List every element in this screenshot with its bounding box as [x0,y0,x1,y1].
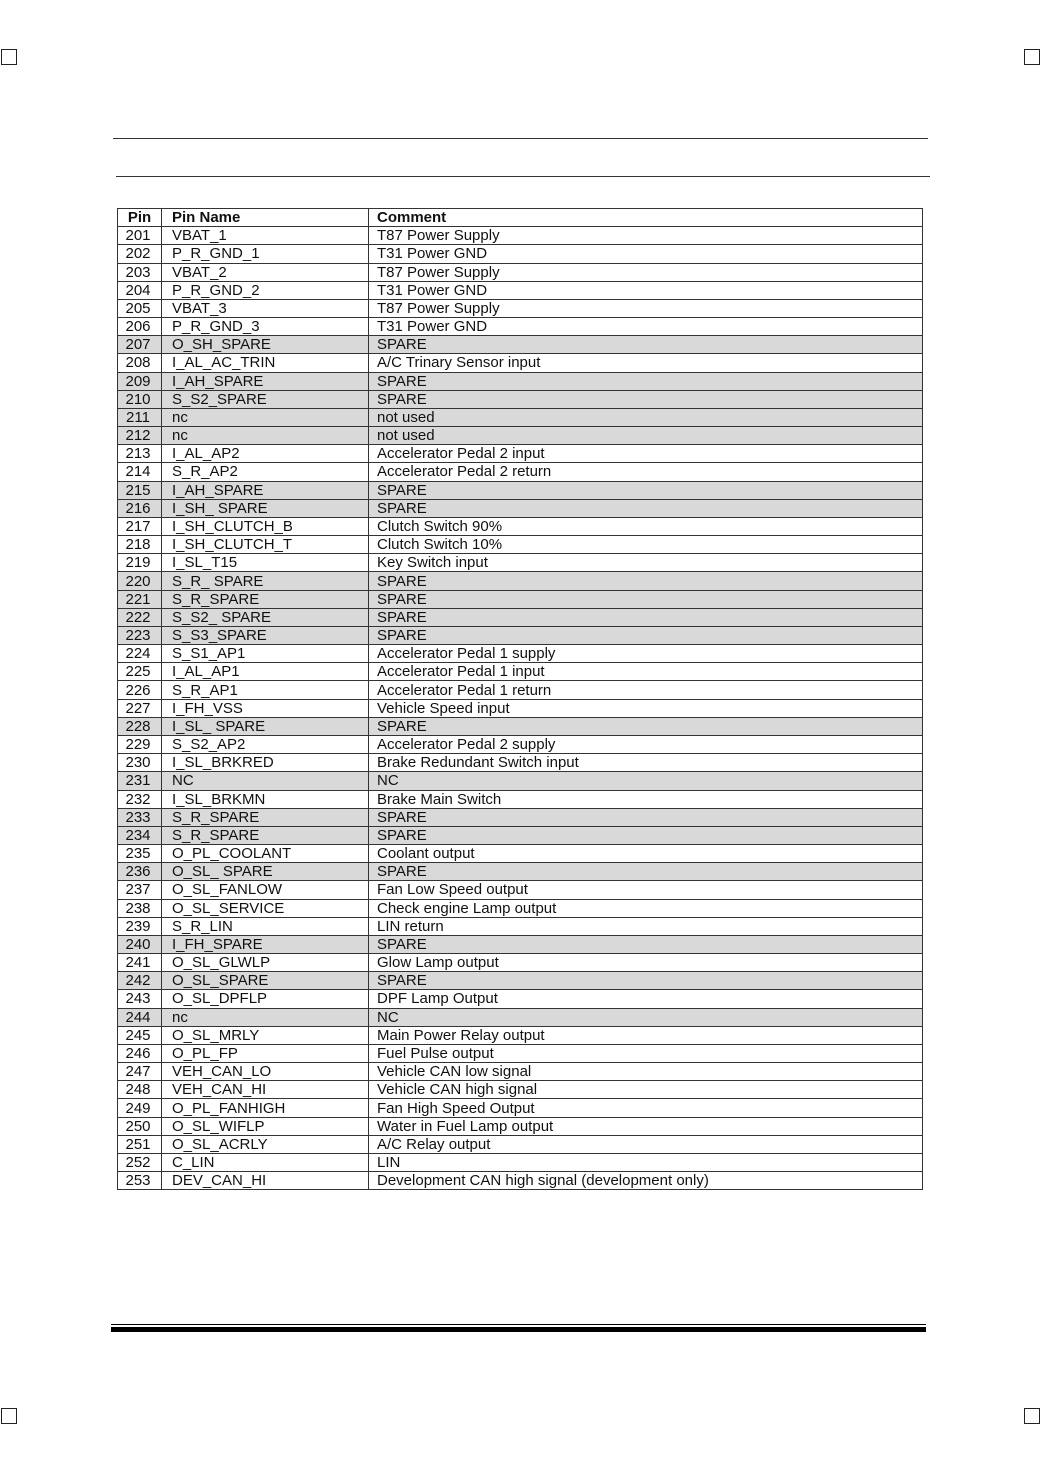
pin-cell: 236 [118,863,162,881]
pin-cell: 241 [118,954,162,972]
table-row [118,863,923,881]
pin-cell: 245 [118,1026,162,1044]
crop-mark-top-right [1024,49,1040,65]
pin-name-cell: VBAT_1 [162,227,369,245]
comment-cell: Brake Main Switch [369,790,923,808]
comment-cell: T31 Power GND [369,281,923,299]
comment-cell: SPARE [369,590,923,608]
table-row [118,372,923,390]
comment-cell: Vehicle Speed input [369,699,923,717]
header-comment: Comment [369,209,923,227]
table-row [118,1099,923,1117]
pin-cell: 251 [118,1135,162,1153]
header-pin: Pin [118,209,162,227]
comment-cell: T31 Power GND [369,245,923,263]
pin-name-cell: S_R_ SPARE [162,572,369,590]
pin-cell: 238 [118,899,162,917]
pin-cell: 231 [118,772,162,790]
table-row [118,354,923,372]
table-row [118,1008,923,1026]
pin-cell: 217 [118,517,162,535]
comment-cell: Accelerator Pedal 2 return [369,463,923,481]
comment-cell: SPARE [369,481,923,499]
pin-name-cell: O_SL_ SPARE [162,863,369,881]
table-row [118,935,923,953]
table-row [118,1117,923,1135]
pin-cell: 249 [118,1099,162,1117]
table-row [118,845,923,863]
comment-cell: Accelerator Pedal 2 supply [369,735,923,753]
table-row [118,281,923,299]
comment-cell: SPARE [369,499,923,517]
pin-cell: 206 [118,318,162,336]
table-row [118,681,923,699]
table-row [118,899,923,917]
pin-name-cell: S_R_SPARE [162,808,369,826]
comment-cell: SPARE [369,336,923,354]
pin-name-cell: I_SH_CLUTCH_T [162,536,369,554]
pin-name-cell: O_SL_GLWLP [162,954,369,972]
comment-cell: SPARE [369,717,923,735]
table-row [118,699,923,717]
pin-name-cell: S_S2_AP2 [162,735,369,753]
table-row [118,554,923,572]
table-row [118,1153,923,1171]
pin-cell: 246 [118,1044,162,1062]
table-row [118,972,923,990]
pin-name-cell: S_S2_ SPARE [162,608,369,626]
pin-cell: 207 [118,336,162,354]
comment-cell: T87 Power Supply [369,227,923,245]
comment-cell: Glow Lamp output [369,954,923,972]
pin-name-cell: I_AH_SPARE [162,481,369,499]
table-row [118,717,923,735]
table-row [118,517,923,535]
table-row [118,481,923,499]
table-row [118,427,923,445]
comment-cell: LIN return [369,917,923,935]
pin-cell: 210 [118,390,162,408]
pin-name-cell: VBAT_2 [162,263,369,281]
pin-name-cell: I_AL_AP1 [162,663,369,681]
table-row [118,772,923,790]
pin-cell: 228 [118,717,162,735]
comment-cell: A/C Trinary Sensor input [369,354,923,372]
pin-name-cell: O_SL_FANLOW [162,881,369,899]
pin-cell: 252 [118,1153,162,1171]
pin-cell: 233 [118,808,162,826]
pin-name-cell: O_PL_FANHIGH [162,1099,369,1117]
pin-name-cell: C_LIN [162,1153,369,1171]
pin-cell: 216 [118,499,162,517]
pin-cell: 201 [118,227,162,245]
pin-name-cell: O_SL_ACRLY [162,1135,369,1153]
header-pin-name: Pin Name [162,209,369,227]
comment-cell: NC [369,1008,923,1026]
comment-cell: SPARE [369,390,923,408]
pin-cell: 229 [118,735,162,753]
pin-cell: 218 [118,536,162,554]
table-row [118,227,923,245]
pin-name-cell: DEV_CAN_HI [162,1172,369,1190]
pin-name-cell: I_SL_BRKRED [162,754,369,772]
table-row [118,645,923,663]
table-row [118,808,923,826]
table-row [118,735,923,753]
pin-name-cell: O_SL_SERVICE [162,899,369,917]
pin-cell: 212 [118,427,162,445]
pin-cell: 248 [118,1081,162,1099]
pin-name-cell: I_AL_AC_TRIN [162,354,369,372]
comment-cell: SPARE [369,808,923,826]
pin-cell: 204 [118,281,162,299]
crop-mark-bottom-right [1024,1408,1040,1424]
table-row [118,754,923,772]
table-row [118,536,923,554]
comment-cell: SPARE [369,572,923,590]
table-row [118,408,923,426]
pin-name-cell: P_R_GND_1 [162,245,369,263]
table-row [118,1172,923,1190]
pin-cell: 232 [118,790,162,808]
pin-cell: 226 [118,681,162,699]
comment-cell: T87 Power Supply [369,263,923,281]
pin-cell: 203 [118,263,162,281]
comment-cell: T31 Power GND [369,318,923,336]
comment-cell: Fan Low Speed output [369,881,923,899]
pin-table [117,208,923,1190]
comment-cell: LIN [369,1153,923,1171]
comment-cell: Clutch Switch 90% [369,517,923,535]
pin-cell: 243 [118,990,162,1008]
comment-cell: Vehicle CAN low signal [369,1063,923,1081]
comment-cell: SPARE [369,826,923,844]
pin-cell: 240 [118,935,162,953]
pin-cell: 239 [118,917,162,935]
pin-cell: 219 [118,554,162,572]
pin-name-cell: S_S2_SPARE [162,390,369,408]
pin-name-cell: I_SH_CLUTCH_B [162,517,369,535]
pin-cell: 230 [118,754,162,772]
header-rule-top [113,138,928,139]
table-row [118,1044,923,1062]
table-row [118,790,923,808]
pin-cell: 225 [118,663,162,681]
comment-cell: NC [369,772,923,790]
pin-name-cell: I_FH_VSS [162,699,369,717]
pin-cell: 208 [118,354,162,372]
pin-name-cell: VEH_CAN_LO [162,1063,369,1081]
pin-name-cell: I_SL_T15 [162,554,369,572]
comment-cell: Accelerator Pedal 2 input [369,445,923,463]
pin-name-cell: nc [162,427,369,445]
comment-cell: A/C Relay output [369,1135,923,1153]
pin-cell: 234 [118,826,162,844]
pin-table-header-row [118,209,923,227]
comment-cell: Accelerator Pedal 1 input [369,663,923,681]
pin-cell: 253 [118,1172,162,1190]
pin-cell: 222 [118,608,162,626]
pin-name-cell: S_R_AP2 [162,463,369,481]
pin-name-cell: O_PL_COOLANT [162,845,369,863]
table-row [118,1026,923,1044]
comment-cell: Water in Fuel Lamp output [369,1117,923,1135]
table-row [118,917,923,935]
comment-cell: not used [369,427,923,445]
table-row [118,881,923,899]
table-row [118,263,923,281]
pin-name-cell: O_SH_SPARE [162,336,369,354]
pin-cell: 235 [118,845,162,863]
comment-cell: Accelerator Pedal 1 return [369,681,923,699]
table-row [118,954,923,972]
pin-name-cell: O_SL_WIFLP [162,1117,369,1135]
comment-cell: Coolant output [369,845,923,863]
comment-cell: Fuel Pulse output [369,1044,923,1062]
pin-name-cell: S_R_SPARE [162,590,369,608]
pin-name-cell: O_SL_SPARE [162,972,369,990]
header-rule-bottom [116,176,930,177]
table-row [118,318,923,336]
table-row [118,336,923,354]
pin-name-cell: I_AH_SPARE [162,372,369,390]
pin-name-cell: S_S1_AP1 [162,645,369,663]
table-row [118,990,923,1008]
pin-cell: 224 [118,645,162,663]
table-row [118,1081,923,1099]
pin-cell: 220 [118,572,162,590]
comment-cell: Fan High Speed Output [369,1099,923,1117]
comment-cell: Clutch Switch 10% [369,536,923,554]
pin-cell: 202 [118,245,162,263]
pin-name-cell: P_R_GND_3 [162,318,369,336]
pin-cell: 215 [118,481,162,499]
comment-cell: Brake Redundant Switch input [369,754,923,772]
table-row [118,499,923,517]
pin-name-cell: S_S3_SPARE [162,626,369,644]
comment-cell: SPARE [369,626,923,644]
footer-rule-thin [111,1324,926,1325]
comment-cell: SPARE [369,935,923,953]
pin-name-cell: P_R_GND_2 [162,281,369,299]
comment-cell: DPF Lamp Output [369,990,923,1008]
table-row [118,826,923,844]
pin-cell: 209 [118,372,162,390]
table-row [118,445,923,463]
pin-cell: 214 [118,463,162,481]
pin-cell: 250 [118,1117,162,1135]
comment-cell: SPARE [369,863,923,881]
comment-cell: SPARE [369,608,923,626]
table-row [118,245,923,263]
comment-cell: SPARE [369,372,923,390]
table-row [118,390,923,408]
table-row [118,1135,923,1153]
pin-cell: 213 [118,445,162,463]
pin-name-cell: I_AL_AP2 [162,445,369,463]
pin-cell: 221 [118,590,162,608]
pin-name-cell: S_R_AP1 [162,681,369,699]
pin-cell: 237 [118,881,162,899]
table-row [118,608,923,626]
table-row [118,663,923,681]
pin-cell: 211 [118,408,162,426]
comment-cell: Key Switch input [369,554,923,572]
pin-cell: 247 [118,1063,162,1081]
pin-name-cell: nc [162,408,369,426]
comment-cell: Main Power Relay output [369,1026,923,1044]
pin-name-cell: O_SL_DPFLP [162,990,369,1008]
comment-cell: Check engine Lamp output [369,899,923,917]
comment-cell: Vehicle CAN high signal [369,1081,923,1099]
pin-name-cell: VEH_CAN_HI [162,1081,369,1099]
table-row [118,626,923,644]
crop-mark-top-left [1,49,17,65]
crop-mark-bottom-left [1,1408,17,1424]
pin-name-cell: I_SL_BRKMN [162,790,369,808]
pin-cell: 244 [118,1008,162,1026]
comment-cell: Development CAN high signal (development only) [369,1172,923,1190]
table-row [118,572,923,590]
pin-name-cell: I_SL_ SPARE [162,717,369,735]
pin-name-cell: NC [162,772,369,790]
table-row [118,299,923,317]
pin-name-cell: I_FH_SPARE [162,935,369,953]
pin-cell: 242 [118,972,162,990]
pin-name-cell: O_PL_FP [162,1044,369,1062]
table-row [118,1063,923,1081]
pin-name-cell: S_R_LIN [162,917,369,935]
pin-name-cell: O_SL_MRLY [162,1026,369,1044]
pin-cell: 227 [118,699,162,717]
pin-name-cell: S_R_SPARE [162,826,369,844]
pin-cell: 223 [118,626,162,644]
comment-cell: not used [369,408,923,426]
table-row [118,590,923,608]
pin-table-body [118,227,923,1190]
table-row [118,463,923,481]
pin-cell: 205 [118,299,162,317]
comment-cell: SPARE [369,972,923,990]
pin-name-cell: nc [162,1008,369,1026]
comment-cell: Accelerator Pedal 1 supply [369,645,923,663]
comment-cell: T87 Power Supply [369,299,923,317]
footer-rule-thick [111,1327,926,1332]
pin-name-cell: I_SH_ SPARE [162,499,369,517]
pin-name-cell: VBAT_3 [162,299,369,317]
